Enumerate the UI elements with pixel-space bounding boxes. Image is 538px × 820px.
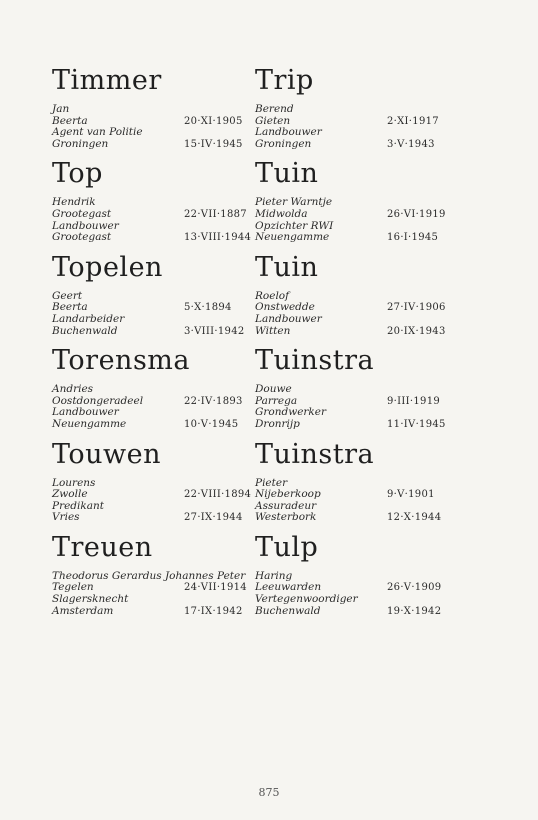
- entry-text: Amsterdam: [52, 604, 114, 617]
- entry-line: [255, 512, 455, 524]
- entry-text: Beerta: [52, 301, 88, 314]
- entry-text: Tegelen: [52, 581, 94, 594]
- entry-line: [52, 512, 252, 524]
- entry-text: Parrega: [255, 394, 298, 407]
- entry-text: Berend: [255, 103, 294, 115]
- entry-spacer: [52, 150, 252, 157]
- entry-line: [52, 419, 252, 431]
- entry-text: Assuradeur: [255, 499, 317, 512]
- entry-spacer: [52, 337, 252, 344]
- entry-text: Opzichter RWI: [255, 219, 334, 232]
- entry-spacer: [255, 150, 455, 157]
- entry-line: [255, 606, 455, 618]
- entry-line: [255, 326, 455, 338]
- surname-heading: Topelen: [52, 251, 163, 283]
- entry-text: Grondwerker: [255, 406, 327, 419]
- surname-heading: Tuin: [255, 251, 319, 283]
- entry-date: 16·I·1945: [387, 232, 439, 244]
- entry-date: 22·IV·1893: [184, 395, 243, 407]
- entry-text: Douwe: [255, 383, 292, 396]
- surname-heading: Tuin: [255, 158, 319, 190]
- entry-text: Midwolda: [255, 207, 308, 220]
- entry-spacer: [255, 244, 455, 251]
- entry-date: 9·III·1919: [387, 395, 441, 407]
- entry-text: Jan: [52, 103, 70, 115]
- entry-date: 20·XI·1905: [184, 115, 243, 127]
- entry-text: Vries: [52, 511, 80, 524]
- entry-text: Buchenwald: [255, 604, 321, 617]
- name-entry: [52, 64, 252, 157]
- entry-date: 19·X·1942: [387, 605, 442, 617]
- surname-heading: Timmer: [52, 65, 162, 96]
- entry-text: Landbouwer: [52, 406, 119, 419]
- entry-text: Landarbeider: [52, 312, 125, 325]
- entry-spacer: [52, 244, 252, 251]
- entry-text: Lourens: [52, 476, 96, 489]
- entry-line: [52, 326, 252, 338]
- name-entry: [255, 157, 455, 250]
- entry-text: Onstwedde: [255, 301, 315, 314]
- entry-date: 5·X·1894: [184, 302, 232, 314]
- entry-line: [255, 419, 455, 431]
- surname-heading: Tuinstra: [255, 345, 375, 377]
- name-entry: [52, 344, 252, 437]
- entry-text: Neuengamme: [52, 417, 127, 430]
- entry-spacer: [52, 617, 252, 624]
- entry-text: Neuengamme: [255, 231, 330, 244]
- entry-date: 20·IX·1943: [387, 325, 446, 337]
- entry-line: [52, 501, 252, 513]
- entry-spacer: [255, 431, 455, 438]
- name-entry: [255, 64, 455, 157]
- name-entry: [255, 251, 455, 344]
- entry-text: Witten: [255, 324, 291, 337]
- surname-heading: Top: [52, 158, 103, 190]
- entry-text: Haring: [255, 569, 293, 582]
- entry-text: Groningen: [255, 137, 312, 150]
- name-entry: [52, 531, 252, 624]
- entry-text: Geert: [52, 289, 83, 302]
- entry-line: [52, 606, 252, 618]
- entry-text: Zwolle: [52, 488, 88, 501]
- entry-text: Buchenwald: [52, 324, 118, 337]
- name-entry: [52, 157, 252, 250]
- surname-heading: Touwen: [52, 438, 162, 470]
- entry-text: Gieten: [255, 114, 291, 127]
- entry-text: Pieter Warntje: [255, 196, 333, 209]
- entry-text: Predikant: [52, 499, 104, 512]
- name-entry: [255, 344, 455, 437]
- name-entry: [255, 531, 455, 624]
- entry-date: 22·VIII·1894: [184, 489, 252, 501]
- entry-date: 27·IV·1906: [387, 302, 446, 314]
- left-column: [52, 64, 252, 624]
- entry-text: Beerta: [52, 114, 88, 127]
- entry-date: 2·XI·1917: [387, 115, 439, 127]
- entry-line: [52, 232, 252, 244]
- entry-spacer: [52, 431, 252, 438]
- name-entry: [52, 438, 252, 531]
- entry-text: Agent van Politie: [52, 126, 143, 139]
- entry-date: 24·VII·1914: [184, 582, 247, 594]
- entry-text: Roelof: [255, 289, 290, 302]
- entry-line: [255, 232, 455, 244]
- entry-text: Oostdongeradeel: [52, 394, 144, 407]
- entry-date: 15·IV·1945: [184, 138, 243, 150]
- page-number: 875: [258, 786, 280, 799]
- surname-heading: Torensma: [52, 345, 190, 377]
- entry-text: Grootegast: [52, 207, 112, 220]
- entry-spacer: [255, 524, 455, 531]
- entry-date: 11·IV·1945: [387, 418, 446, 430]
- entry-date: 13·VIII·1944: [184, 232, 252, 244]
- entry-text: Andries: [52, 383, 94, 396]
- entry-date: 3·VIII·1942: [184, 325, 245, 337]
- entry-date: 9·V·1901: [387, 489, 435, 501]
- entry-text: Grootegast: [52, 231, 112, 244]
- entry-spacer: [255, 617, 455, 624]
- name-entry: [52, 251, 252, 344]
- entry-spacer: [52, 524, 252, 531]
- entry-date: 22·VII·1887: [184, 208, 247, 220]
- entry-text: Groningen: [52, 137, 109, 150]
- surname-heading: Tuinstra: [255, 438, 375, 470]
- surname-heading: Trip: [255, 65, 314, 96]
- entry-text: Pieter: [255, 476, 288, 489]
- entry-date: 26·VI·1919: [387, 208, 446, 220]
- entry-text: Vertegenwoordiger: [255, 593, 358, 606]
- entry-date: 12·X·1944: [387, 512, 442, 524]
- entry-text: Hendrik: [52, 196, 96, 209]
- entry-text: Leeuwarden: [255, 581, 322, 594]
- name-entry: [255, 438, 455, 531]
- entry-line: [255, 139, 455, 151]
- entry-line: [52, 139, 252, 151]
- entry-date: 3·V·1943: [387, 138, 435, 150]
- entry-text: Theodorus Gerardus Johannes Peter: [52, 569, 246, 582]
- entry-text: Slagersknecht: [52, 593, 129, 606]
- entry-date: 10·V·1945: [184, 418, 239, 430]
- surname-heading: Treuen: [52, 531, 153, 563]
- entry-date: 26·V·1909: [387, 582, 442, 594]
- entry-text: Dronrijp: [255, 417, 300, 430]
- entry-spacer: [255, 337, 455, 344]
- entry-date: 27·IX·1944: [184, 512, 243, 524]
- right-column: [255, 64, 455, 624]
- entry-text: Landbouwer: [255, 312, 322, 325]
- entry-text: Landbouwer: [52, 219, 119, 232]
- entry-text: Nijeberkoop: [255, 488, 321, 501]
- entry-text: Westerbork: [255, 511, 317, 524]
- entry-date: 17·IX·1942: [184, 605, 243, 617]
- entry-text: Landbouwer: [255, 126, 322, 139]
- surname-heading: Tulp: [255, 531, 319, 563]
